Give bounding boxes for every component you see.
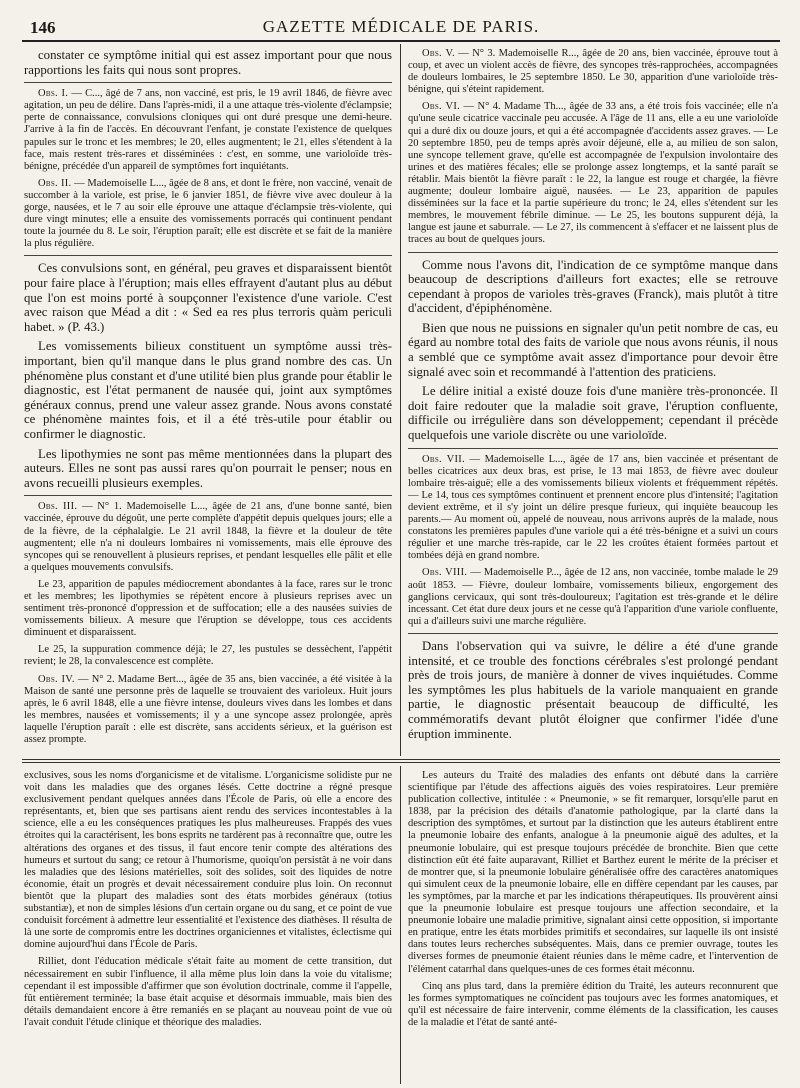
observation — [408, 567, 778, 627]
observation-label: Obs. III. — [38, 501, 78, 513]
paragraph: Le délire initial a existé douze fois d'une manière très-prononcée. Il doit faire redouter que la maladie soit grave, l'éruption confluente, difficile ou irrégulière dans son développement; cependant il précède quelquefois une variole discrète ou une varioloïde. — [408, 384, 778, 443]
observation — [24, 674, 392, 747]
paragraph: Ces convulsions sont, en général, peu graves et disparaissent bientôt pour faire place à l'éruption; mais elles effrayent d'autant plus au début que l'on est moins porté à soupçonner l'existence d'une variole. C'est avec raison que Méad a dit : « Sed ea res plus terroris quàm periculi habet. » (P. 43.) — [24, 261, 392, 334]
observation — [24, 501, 392, 574]
divider — [408, 252, 778, 253]
observation-continued: Le 23, apparition de papules médiocrement abondantes à la face, rares sur le tronc et les membres; les lipothymies se répètent encore à plusieurs reprises avec un sentiment très-prononcé d'oppression et de suffocation; elle a des nausées suivies de vomissements bilieux. A mesure que l'éruption se développe, tous ces accidents diminuent et disparaissent. — [24, 578, 392, 639]
column-rule — [400, 44, 401, 756]
observation-text: — C..., âgé de 7 ans, non vacciné, est pris, le 19 avril 1846, de fièvre avec agitation, un peu de délire. Dans l'après-midi, il a une attaque très-violente d'éclampsie; perte de connaissance, convulsions cloniques qui ont duré presque une demi-heure. J'arrive à la fin de l'accès. En découvrant l'enfant, je constate l'existence de quelques papules sur le tronc et les membres; le 20, elles augmentent; le 21, elles s'étendent à la face, mais restent très-rares et disséminées : c'est, en somme, une varioloïde très-bénigne, précédée d'un appareil de symptômes fort inquiétants. — [24, 88, 392, 172]
paragraph: constater ce symptôme initial qui est assez important pour que nous rapportions les faits qui nous sont propres. — [24, 48, 392, 77]
observation-label: Obs. V. — [422, 48, 455, 59]
divider — [408, 448, 778, 449]
top-right-column — [408, 48, 778, 756]
divider — [408, 633, 778, 634]
observation-label: Obs. II. — [38, 177, 72, 189]
observation-label: Obs. VIII. — [422, 567, 468, 579]
bottom-left-column — [24, 770, 392, 1082]
observation-label: Obs. VI. — [422, 101, 461, 113]
observation — [408, 454, 778, 563]
column-rule — [400, 766, 401, 1084]
paragraph: Bien que nous ne puissions en signaler qu'un petit nombre de cas, eu égard au nombre total des faits de variole que nous avons réunis, il nous a semblé que ce symptôme avait assez d'importance pour devoir être signalé avec soin et recommandé à l'attention des praticiens. — [408, 320, 778, 379]
section-rule — [22, 759, 780, 763]
page-number: 146 — [30, 18, 56, 37]
paragraph: Les auteurs du Traité des maladies des enfants ont débuté dans la carrière scientifique par l'étude des affections aiguës des voies respiratoires. Leur première publication collective, intitulée : « Pneumonie, » se fit remarquer, lorsqu'elle parut en 1838, par la précision des détails d'anatomie pathologique, par la clarté dans la description des symptômes, et surtout par la distinction que les auteurs établirent entre la pneumonie lobaire des enfants, analogue à la pneumonie aiguë des adultes, et la pneumonie lobulaire, qui est presque toujours précédée de bronchite. Bien que cette distinction eût été faite auparavant, Rilliet et Barthez eurent le mérite de la préciser et de montrer que, si la pneumonie lobulaire généralisée offre des caractères anatomiques qui simulent ceux de la pneumonie lobaire, elle en diffère cependant par les causes, par les symptômes, par la marche et par les indications thérapeutiques. Ils prouvèrent ainsi que la pneumonie lobulaire est presque toujours une affection secondaire, et la pneumonie lobaire une maladie primitive, signalant ainsi cette opposition, si importante en pratique, entre les états morbides primitifs et secondaires, sur laquelle ils ont insisté dans toutes leurs recherches subséquentes. Mais, dans ce premier ouvrage, toutes les diverses formes de pneumonie étaient réunies dans le même cadre, et l'intervention de l'élément catarrhal dans quelques-unes de ces formes était méconnu. — [408, 770, 778, 975]
divider — [24, 495, 392, 496]
observation-label: Obs. I. — [38, 88, 69, 100]
paragraph: Dans l'observation qui va suivre, le délire a été d'une grande intensité, et ce trouble des fonctions cérébrales s'est prolongé pendant près de trois jours, de manière à donner de vives inquiétudes. Comme les symptômes les plus habituels de la variole manquaient en grande partie, le diagnostic présentait beaucoup de difficulté, les commémoratifs devant plutôt éloigner que confirmer l'idée d'une éruption imminente. — [408, 638, 778, 741]
running-header — [22, 14, 780, 42]
paragraph: Comme nous l'avons dit, l'indication de ce symptôme manque dans beaucoup de descriptions d'ailleurs fort exactes; elle se retrouve cependant à propos de varioles très-graves (Franck), mais plutôt à titre d'accident, d'épiphénomène. — [408, 257, 778, 316]
paragraph: Les vomissements bilieux constituent un symptôme aussi très-important, bien qu'il manque dans le plus grand nombre des cas. Un phénomène plus constant et d'une utilité bien plus grande pour établir le diagnostic, est l'état permanent de nausée qui, joint aux symptômes généraux connus, prend une valeur assez grande. Nous avons constaté ce phénomène maintes fois, et il a été très-utile pour établir ou confirmer le diagnostic. — [24, 339, 392, 441]
paragraph: exclusives, sous les noms d'organicisme et de vitalisme. L'organicisme solidiste pur ne voit dans les maladies que des organes lésés. Cette doctrine a régné presque exclusivement pendant quelques années dans l'École de Paris, où elle a encore des représentants, et, bien que ses partisans aient rendu des services incontestables à la science, elle a eu les conséquences pratiques les plus malheureuses. Frappés des vues étroites qui la caractérisent, les bons esprits ne tardèrent pas à reconnaître que, outre les altérations des organes et des tissus, il faut encore tenir compte des altérations des humeurs et surtout du sang; ce retour à l'humorisme, quoiqu'on persistât à ne voir dans les maladies que des lésions matérielles, soit des solides, soit des liquides de notre économie, était un progrès et devait nécessairement conduire plus loin. On reconnut bientôt que la plupart des maladies sont des états morbides généraux (totius substantiæ), et non de simples lésions d'un certain organe ou du sang, et ce point de vue conduisit forcément à admettre leur essentialité et l'existence des diathèses. Il résulta de là une sorte de compromis entre les doctrines organiciennes et vitalistes, éclectisme qui domine aujourd'hui dans l'École de Paris. — [24, 770, 392, 951]
observation-text: — Mademoiselle L..., âgée de 17 ans, bien vaccinée et présentant de belles cicatrices aux deux bras, est prise, le 13 mai 1853, de fièvre avec douleur lombaire très-aiguë; elle a des vomissements bilieux violents et fréquemment répétés. — Le 14, tous ces symptômes continuent et prennent encore plus d'intensité; l'agitation devient extrême, et il s'y joint un délire presque furieux, qui inquiète beaucoup les parents.— Au moment où, appelé de nouveau, nous arrivons auprès de la malade, nous constatons les premières papules d'une variole qui a été très-bénigne et a suivi un cours régulier et une marche très-rapide, car le 22 les croûtes étaient formées partout et tombées déjà en grand nombre. — [408, 453, 778, 562]
journal-title: GAZETTE MÉDICALE DE PARIS. — [262, 17, 540, 36]
observation — [24, 178, 392, 251]
observation-continued: Le 25, la suppuration commence déjà; le 27, les pustules se dessèchent, l'appétit revient; le 28, la convalescence est complète. — [24, 644, 392, 668]
paragraph: Les lipothymies ne sont pas même mentionnées dans la plupart des auteurs. Elles ne sont pas aussi rares qu'on pourrait le penser; nous en avons recueilli plusieurs exemples. — [24, 446, 392, 490]
observation — [408, 48, 778, 96]
observation-text: — N° 2. Madame Bert..., âgée de 35 ans, bien vaccinée, a été visitée à la Maison de santé une personne près de laquelle se trouvaient des varioleux. Huit jours après, le 6 avril 1848, elle a une fièvre intense, douleurs vives dans les lombes et dans les membres, nausées et vomissements; il y a une syncope assez prolongée, après laquelle l'éruption paraît : elle est discrète, sans accidents sérieux, et la guérison est assez prompte. — [24, 673, 392, 745]
observation-label: Obs. IV. — [38, 673, 75, 685]
divider — [24, 255, 392, 256]
observation-label: Obs. VII. — [422, 453, 466, 465]
observation — [24, 88, 392, 173]
paragraph: Rilliet, dont l'éducation médicale s'était faite au moment de cette transition, dut nécessairement en subir l'influence, il alla même plus loin dans la voie du vitalisme; cependant il est impossible d'affirmer que son évolution doctrinale, comme il l'appelle, fût entièrement terminée; la base était acquise et désormais immuable, mais bien des détails demandaient encore à être remaniés en se plaçant au nouveau point de vue où l'avait conduit l'étude clinique et théorique des maladies. — [24, 956, 392, 1028]
observation-text: — N° 4. Madame Th..., âgée de 33 ans, a été trois fois vaccinée; elle n'a qu'une seule cicatrice vaccinale peu accusée. A l'âge de 11 ans, elle a eu une varioloïde qui a duré dix ou douze jours, et qui a été accompagnée d'accidents assez graves. — Le 20 septembre 1850, peu de temps après avoir déjeuné, elle a, au milieu de son salon, une syncope tellement grave, qu'elle est accompagnée de l'expulsion involontaire des urines et des matières fécales; elle se prolonge assez longtemps, et la santé paraît se rétablir. Mais bientôt la fièvre paraît : le 22, la langue est rouge et chargée, la fièvre augmente; douleur lombaire aiguë, nausées. — Le 23, apparition de papules disséminées sur la face et la partie supérieure du tronc; le 24, elles s'étendent sur les membres, le mouvement fébrile diminue. — Le 25, les boutons suppurent déjà, la langue est jaune et saburrale. — Le 27, ils commencent à s'effacer et ne laissent plus de traces au bout de quelques jours. — [408, 101, 778, 246]
observation-text: — Mademoiselle P..., âgée de 12 ans, non vaccinée, tombe malade le 29 août 1853. — Fièvre, douleur lombaire, vomissements bilieux, engorgement des ganglions cervicaux, qui sont très-douloureux; l'agitation est très-grande et le délire incessant. Cet état dure deux jours et ne cesse qu'à l'apparition d'une variole confluente, qui a d'ailleurs suivi une marche régulière. — [408, 567, 778, 627]
observation — [408, 101, 778, 246]
observation-text: — Mademoiselle L..., âgée de 8 ans, et dont le frère, non vacciné, venait de succomber à la variole, est prise, le 6 janvier 1851, de fièvre vive avec douleur à la gorge, nausées, et le 7 au soir elle éprouve une attaque d'éclampsie très-violente, qui dure vingt minutes; elle a ensuite des vomissements porracés qui continuent pendant toute la journée du 8. Le soir, l'éruption paraît; elle est discrète et se fait de la manière la plus régulière. — [24, 177, 392, 250]
top-left-column — [24, 48, 392, 756]
divider — [24, 82, 392, 83]
bottom-right-column — [408, 770, 778, 1082]
observation-text: — N° 3. Mademoiselle R..., âgée de 20 ans, bien vaccinée, éprouve tout à coup, et avec un violent accès de fièvre, des syncopes très-rapprochées, accompagnées de douleurs lombaires, le 25 septembre 1850. Le 30, apparition d'une varioloïde très-bénigne, qui s'éteint rapidement. — [408, 48, 778, 96]
observation-text: — N° 1. Mademoiselle L..., âgée de 21 ans, d'une bonne santé, bien vaccinée, éprouve du dégoût, une perte complète d'appétit depuis quelques jours; elle a de la fièvre, de la céphalalgie. Le 21 avril 1848, la fièvre et la douleur de tête augmentent; elle n'a ni douleurs lombaires ni vomissements, mais elle éprouve des syncopes qui se renouvellent à plusieurs reprises, et pendant lesquelles elle pâlit et elle a quelques mouvements convulsifs. — [24, 501, 392, 573]
paragraph: Cinq ans plus tard, dans la première édition du Traité, les auteurs reconnurent que les formes symptomatiques ne coïncident pas toujours avec les formes anatomiques, et qu'il est nécessaire de faire intervenir, comme éléments de la classification, les causes de la maladie et l'état de santé anté- — [408, 980, 778, 1028]
